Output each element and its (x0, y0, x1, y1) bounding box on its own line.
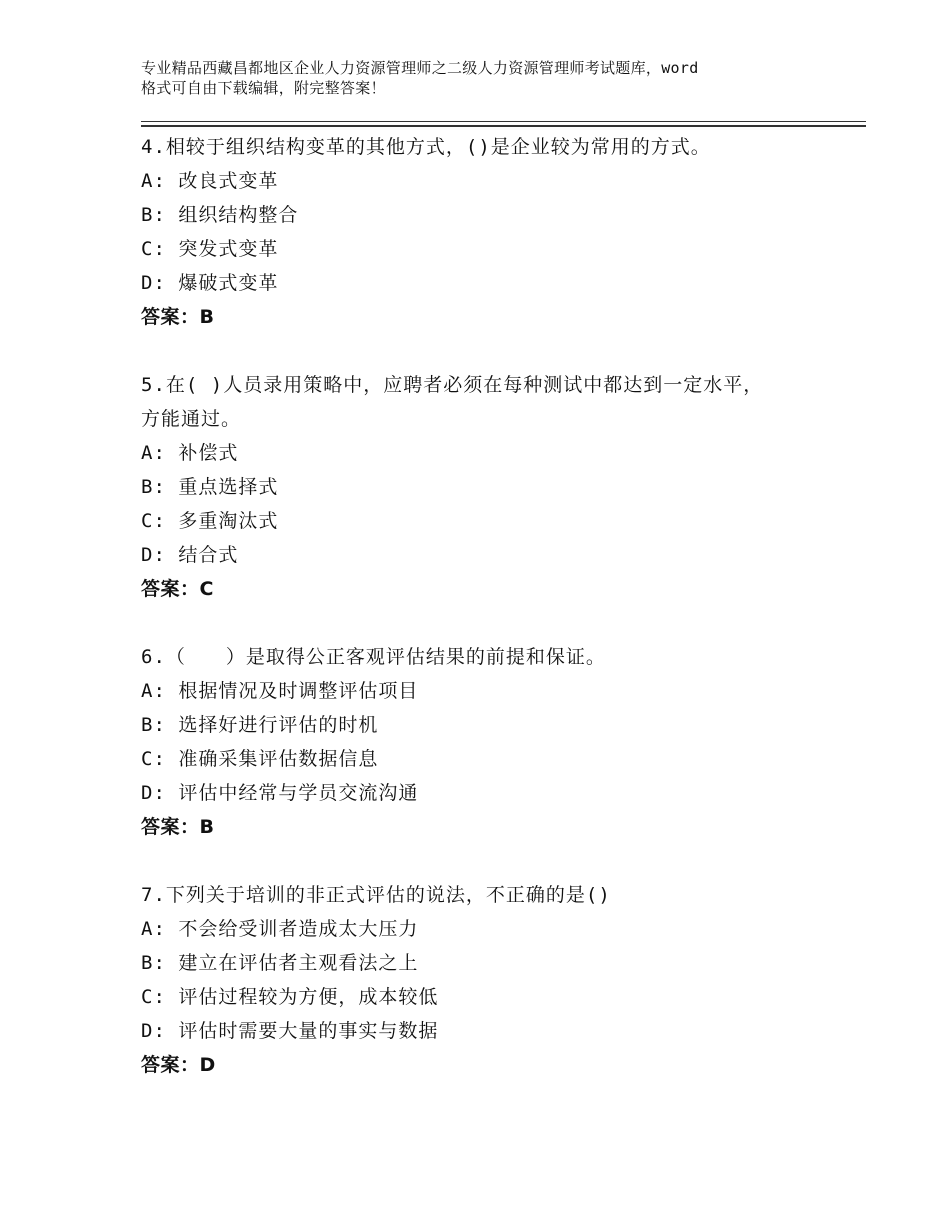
option-c: C: 准确采集评估数据信息 (141, 748, 379, 770)
question-spacer (141, 606, 841, 640)
option-b: B: 选择好进行评估的时机 (141, 714, 379, 736)
answer-label: 答案：C (141, 578, 214, 600)
question-list (141, 130, 841, 1082)
option-d: D: 爆破式变革 (141, 272, 279, 294)
option-d: D: 评估中经常与学员交流沟通 (141, 782, 419, 804)
option-c: C: 多重淘汰式 (141, 510, 279, 532)
question-text: 5.在( )人员录用策略中，应聘者必须在每种测试中都达到一定水平， (141, 374, 764, 396)
question-text: 7.下列关于培训的非正式评估的说法，不正确的是() (141, 884, 611, 906)
option-d: D: 结合式 (141, 544, 239, 566)
question-text: 4.相较于组织结构变革的其他方式，()是企业较为常用的方式。 (141, 136, 711, 158)
answer-label: 答案：B (141, 306, 215, 328)
option-d: D: 评估时需要大量的事实与数据 (141, 1020, 439, 1042)
option-a: A: 改良式变革 (141, 170, 279, 192)
option-c: C: 突发式变革 (141, 238, 279, 260)
option-c: C: 评估过程较为方便，成本较低 (141, 986, 439, 1008)
question-text: 6.（ ）是取得公正客观评估结果的前提和保证。 (141, 646, 606, 668)
document-header (141, 58, 841, 98)
question-spacer (141, 844, 841, 878)
header-divider-thin (141, 121, 866, 122)
header-line-1: 专业精品西藏昌都地区企业人力资源管理师之二级人力资源管理师考试题库，word (141, 59, 699, 77)
option-b: B: 建立在评估者主观看法之上 (141, 952, 419, 974)
option-a: A: 补偿式 (141, 442, 239, 464)
question-7 (141, 878, 841, 1082)
header-divider-thick (141, 125, 866, 127)
question-4 (141, 130, 841, 334)
question-text-continued: 方能通过。 (141, 408, 242, 430)
answer-label: 答案：D (141, 1054, 216, 1076)
answer-label: 答案：B (141, 816, 215, 838)
option-a: A: 根据情况及时调整评估项目 (141, 680, 419, 702)
question-5 (141, 368, 841, 606)
question-spacer (141, 334, 841, 368)
option-a: A: 不会给受训者造成太大压力 (141, 918, 419, 940)
option-b: B: 组织结构整合 (141, 204, 299, 226)
question-6 (141, 640, 841, 844)
option-b: B: 重点选择式 (141, 476, 279, 498)
header-line-2: 格式可自由下载编辑，附完整答案！ (141, 79, 386, 97)
